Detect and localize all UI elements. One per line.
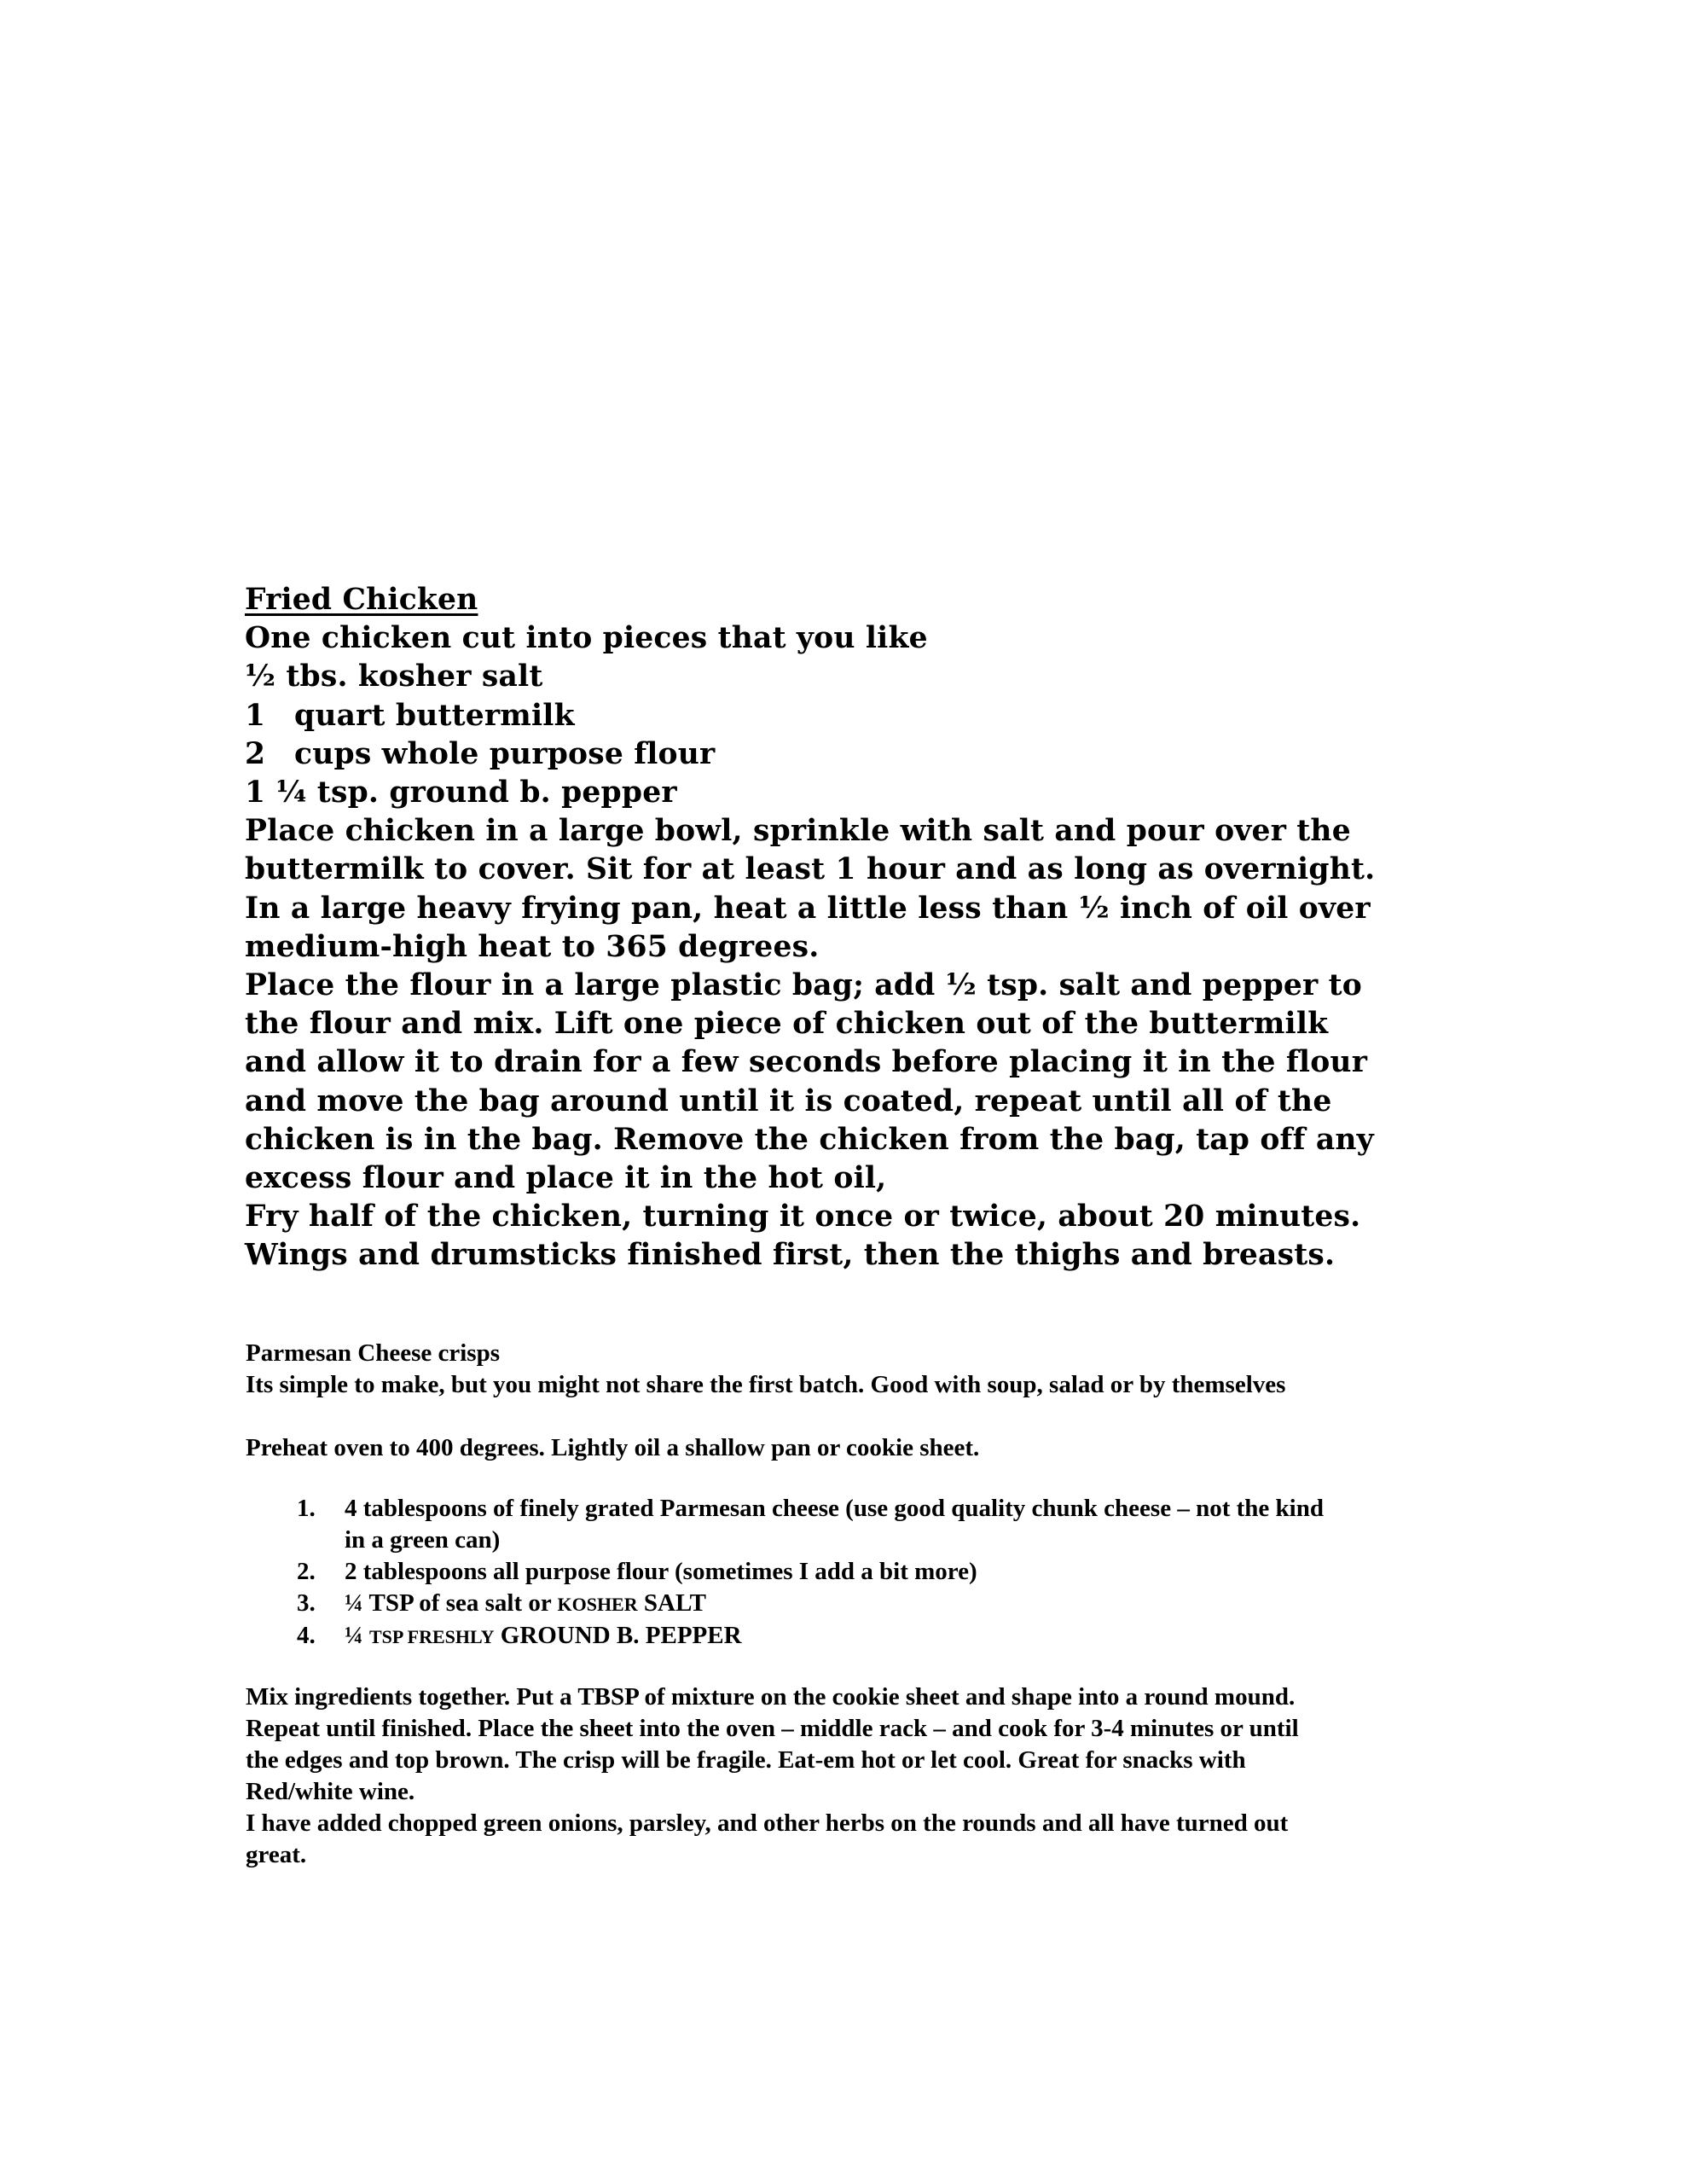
ingredient-text: cups whole purpose flour (294, 736, 716, 771)
list-item-text: in a green can) (345, 1526, 501, 1554)
ingredient-text: quart buttermilk (294, 698, 575, 733)
instruction-line: In a large heavy frying pan, heat a little less than ½ inch of oil over (245, 891, 1371, 926)
ingredient-line: 1 ¼ tsp. ground b. pepper (245, 775, 677, 810)
spacer (246, 1401, 1457, 1432)
direction-line: I have added chopped green onions, parsley, and other herbs on the rounds and all have turned out (246, 1809, 1289, 1837)
parmesan-ingredient-list (246, 1493, 1457, 1653)
instruction-line: medium-high heat to 365 degrees. (245, 929, 820, 964)
list-item-text-part: SALT (637, 1589, 706, 1617)
instruction-line: excess flour and place it in the hot oil, (245, 1161, 887, 1196)
direction-line: Red/white wine. (246, 1778, 415, 1805)
direction-line: great. (246, 1841, 307, 1868)
ingredient-quantity: 1 (245, 698, 266, 733)
list-item (246, 1493, 1457, 1556)
list-item (246, 1556, 1457, 1588)
ingredient-line (245, 735, 1481, 774)
instruction-line: and allow it to drain for a few seconds before placing it in the flour (245, 1045, 1368, 1080)
instruction-line: the flour and mix. Lift one piece of chicken out of the buttermilk (245, 1007, 1329, 1042)
list-item-text-part: ¼ TSP of sea salt or (345, 1589, 558, 1617)
list-item-text (345, 1588, 1457, 1620)
list-item-text: 2 tablespoons all purpose flour (sometimes I add a bit more) (345, 1558, 977, 1585)
fried-chicken-recipe (245, 581, 1481, 1275)
list-item-text-part: ¼ (345, 1622, 369, 1649)
instruction-line: buttermilk to cover. Sit for at least 1 hour and as long as overnight. (245, 852, 1376, 887)
list-number: 3. (297, 1589, 316, 1617)
instruction-line: chicken is in the bag. Remove the chicken from the bag, tap off any (245, 1122, 1374, 1157)
instruction-line: Place the flour in a large plastic bag; add ½ tsp. salt and pepper to (245, 968, 1362, 1003)
list-number: 2. (297, 1558, 316, 1585)
list-item-text: 4 tablespoons of finely grated Parmesan cheese (use good quality chunk cheese – not the kind (345, 1495, 1324, 1522)
parmesan-crisps-recipe (246, 1338, 1457, 1871)
instruction-line: and move the bag around until it is coated, repeat until all of the (245, 1083, 1332, 1118)
parmesan-title: Parmesan Cheese crisps (246, 1339, 501, 1367)
spacer (246, 1464, 1457, 1493)
list-item (246, 1620, 1457, 1653)
list-item-text (345, 1620, 1457, 1653)
instruction-line: Place chicken in a large bowl, sprinkle with salt and pour over the (245, 814, 1351, 849)
direction-line: Repeat until finished. Place the sheet into the oven – middle rack – and cook for 3-4 minutes or until (246, 1715, 1299, 1742)
ingredient-line: ½ tbs. kosher salt (245, 659, 543, 694)
ingredient-quantity: 2 (245, 736, 266, 771)
instruction-line: Wings and drumsticks finished first, then the thighs and breasts. (245, 1238, 1336, 1273)
ingredient-line: One chicken cut into pieces that you like (245, 621, 928, 656)
direction-line: the edges and top brown. The crisp will be fragile. Eat-em hot or let cool. Great for snacks with (246, 1746, 1246, 1774)
list-item-text-part: TSP FRESHLY (369, 1626, 495, 1647)
parmesan-intro: Its simple to make, but you might not share the first batch. Good with soup, salad or by themselves (246, 1371, 1286, 1398)
parmesan-preheat: Preheat oven to 400 degrees. Lightly oil a shallow pan or cookie sheet. (246, 1434, 980, 1461)
list-item (246, 1588, 1457, 1620)
list-item-text-part: GROUND B. PEPPER (494, 1622, 742, 1649)
fried-chicken-title: Fried Chicken (245, 583, 478, 617)
list-number: 1. (297, 1495, 316, 1522)
list-number: 4. (297, 1622, 316, 1649)
instruction-line: Fry half of the chicken, turning it once or twice, about 20 minutes. (245, 1199, 1361, 1234)
ingredient-line (245, 697, 1481, 735)
direction-line: Mix ingredients together. Put a TBSP of mixture on the cookie sheet and shape into a round mound. (246, 1683, 1296, 1711)
list-item-text-part: KOSHER (557, 1594, 638, 1615)
spacer (246, 1653, 1457, 1682)
